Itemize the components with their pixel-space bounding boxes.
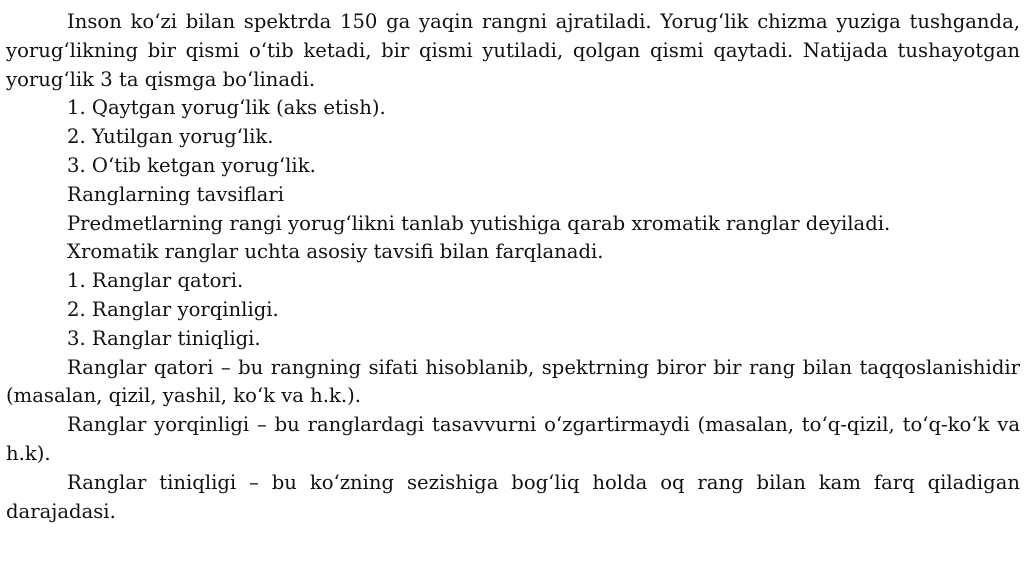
paragraph-chromatic-features: Xromatik ranglar uchta asosiy tavsifi bilan farqlanadi. bbox=[67, 240, 604, 264]
list-item-absorbed-light: 2. Yutilgan yorug‘lik. bbox=[67, 125, 274, 149]
paragraph-color-clarity-definition: Ranglar tiniqligi – bu ko‘zning sezishiga bog‘liq holda oq rang bilan kam farq qiladigan darajadasi. bbox=[6, 470, 1020, 523]
list-item-color-clarity: 3. Ranglar tiniqligi. bbox=[67, 326, 261, 350]
paragraph-chromatic-colors: Predmetlarning rangi yorug‘likni tanlab yutishiga qarab xromatik ranglar deyiladi. bbox=[67, 211, 891, 235]
list-item-transmitted-light: 3. O‘tib ketgan yorug‘lik. bbox=[67, 153, 316, 177]
list-item-reflected-light: 1. Qaytgan yorug‘lik (aks etish). bbox=[67, 96, 386, 120]
paragraph-intro: Inson ko‘zi bilan spektrda 150 ga yaqin rangni ajratiladi. Yorug‘lik chizma yuziga tushganda, yorug‘likning bir qismi o‘tib ketadi, bir qismi yutiladi, qolgan qismi qaytadi. Natijada tushayotgan yorug‘lik 3 ta qismga bo‘linadi. bbox=[6, 10, 1020, 91]
list-item-color-brightness: 2. Ranglar yorqinligi. bbox=[67, 297, 279, 321]
section-heading-color-characteristics: Ranglarning tavsiflari bbox=[67, 182, 284, 206]
list-item-color-series: 1. Ranglar qatori. bbox=[67, 269, 244, 293]
paragraph-color-brightness-definition: Ranglar yorqinligi – bu ranglardagi tasavvurni o‘zgartirmaydi (masalan, to‘q-qizil, to‘q-ko‘k va h.k). bbox=[6, 413, 1020, 465]
paragraph-color-series-definition: Ranglar qatori – bu rangning sifati hisoblanib, spektrning biror bir rang bilan taqqoslanishidir (masalan, qizil, yashil, ko‘k va h.k.). bbox=[6, 355, 1020, 408]
